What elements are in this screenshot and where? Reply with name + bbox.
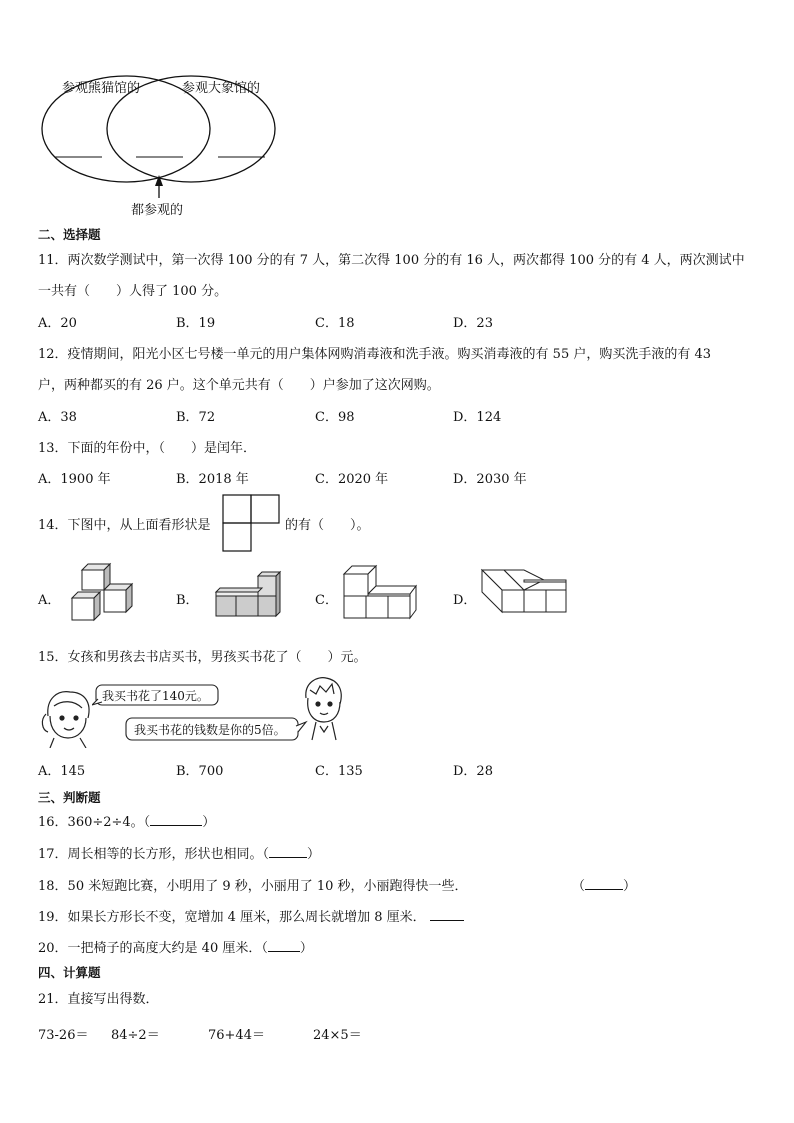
q18-answer [572,875,636,894]
q20-close: ） [299,941,313,956]
q15-option-a[interactable]: A．145 [38,764,86,779]
q12-line2: 户，两种都买的有 26 户。这个单元共有（ ）户参加了这次网购。 [38,378,440,393]
q19 [38,906,464,925]
venn-bottom-label: 都参观的 [131,203,184,218]
q17-answer-blank[interactable] [269,845,307,858]
q14-option-d-cubes[interactable] [480,568,570,616]
calc-item-2: 84÷2＝ [111,1028,160,1043]
q17 [38,843,320,862]
q11-option-a[interactable]: A．20 [38,316,77,331]
girl-illustration [40,686,100,748]
q14-text-before: 14．下图中，从上面看形状是 [38,518,211,533]
q15-option-d[interactable]: D．28 [453,764,493,779]
q18-close: ） [623,879,637,894]
q14-option-d-label[interactable]: D． [453,593,477,608]
q12-option-d[interactable]: D．124 [453,410,502,425]
q13-option-c[interactable]: C．2020 年 [315,472,389,487]
boy-bubble-text: 我买书花的钱数是你的5倍。 [134,723,286,737]
q14-top-view-shape [222,494,280,552]
q16-text: 16．360÷2÷4。（ [38,815,151,830]
q14-text-after: 的有（ ）。 [285,518,370,533]
q11-option-d[interactable]: D．23 [453,316,493,331]
q20-text: 20．一把椅子的高度大约是 40 厘米．（ [38,941,268,956]
q16-answer-blank[interactable] [150,813,202,826]
q20 [38,937,313,956]
section-heading-calc: 四、计算题 [38,965,101,980]
q21-text: 21．直接写出得数． [38,992,159,1007]
calc-item-1: 73-26＝ [38,1028,89,1043]
q15-option-b[interactable]: B．700 [176,764,224,779]
q14-option-a-label[interactable]: A． [38,593,61,608]
q12-line1: 12．疫情期间，阳光小区七号楼一单元的用户集体网购消毒液和洗手液。购买消毒液的有 55 户，购买洗手液的有 43 [38,347,712,362]
q13-option-b[interactable]: B．2018 年 [176,472,249,487]
calc-item-4: 24×5＝ [313,1028,362,1043]
q18-open: （ [572,879,586,894]
q11-line1: 11．两次数学测试中，第一次得 100 分的有 7 人，第二次得 100 分的有 16 人，两次都得 100 分的有 4 人，两次测试中 [38,253,745,268]
q16 [38,811,215,830]
q11-option-c[interactable]: C．18 [315,316,355,331]
q13-text: 13．下面的年份中，（ ）是闰年． [38,441,257,456]
venn-right-label: 参观大象馆的 [182,81,261,96]
q15-option-c[interactable]: C．135 [315,764,363,779]
q13-option-a[interactable]: A．1900 年 [38,472,111,487]
boy-illustration [300,676,346,742]
q16-close: ） [202,815,216,830]
venn-left-label: 参观熊猫馆的 [62,81,141,96]
q18-answer-blank[interactable] [585,877,623,890]
q19-answer-blank[interactable] [430,908,464,921]
q14-option-a-cubes[interactable] [68,562,138,624]
q12-option-c[interactable]: C．98 [315,410,355,425]
q11-line2: 一共有（ ）人得了 100 分。 [38,284,228,299]
q17-close: ） [307,847,321,862]
girl-bubble-text: 我买书花了140元。 [102,689,209,703]
q18-text: 18．50 米短跑比赛，小明用了 9 秒，小丽用了 10 秒，小丽跑得快一些． [38,879,468,894]
section-heading-judge: 三、判断题 [38,790,101,805]
q14-option-b-cubes[interactable] [212,570,282,618]
q12-option-b[interactable]: B．72 [176,410,216,425]
q13-option-d[interactable]: D．2030 年 [453,472,527,487]
q14-option-c-label[interactable]: C． [315,593,338,608]
q17-text: 17．周长相等的长方形，形状也相同。（ [38,847,270,862]
calc-item-3: 76+44＝ [208,1028,265,1043]
q11-option-b[interactable]: B．19 [176,316,216,331]
q12-option-a[interactable]: A．38 [38,410,77,425]
q20-answer-blank[interactable] [268,939,300,952]
q19-text: 19．如果长方形长不变，宽增加 4 厘米，那么周长就增加 8 厘米． [38,910,426,925]
q14-option-c-cubes[interactable] [340,564,420,620]
section-heading-choice: 二、选择题 [38,227,101,242]
q15-text: 15．女孩和男孩去书店买书，男孩买书花了（ ）元。 [38,650,367,665]
q14-option-b-label[interactable]: B． [176,593,199,608]
